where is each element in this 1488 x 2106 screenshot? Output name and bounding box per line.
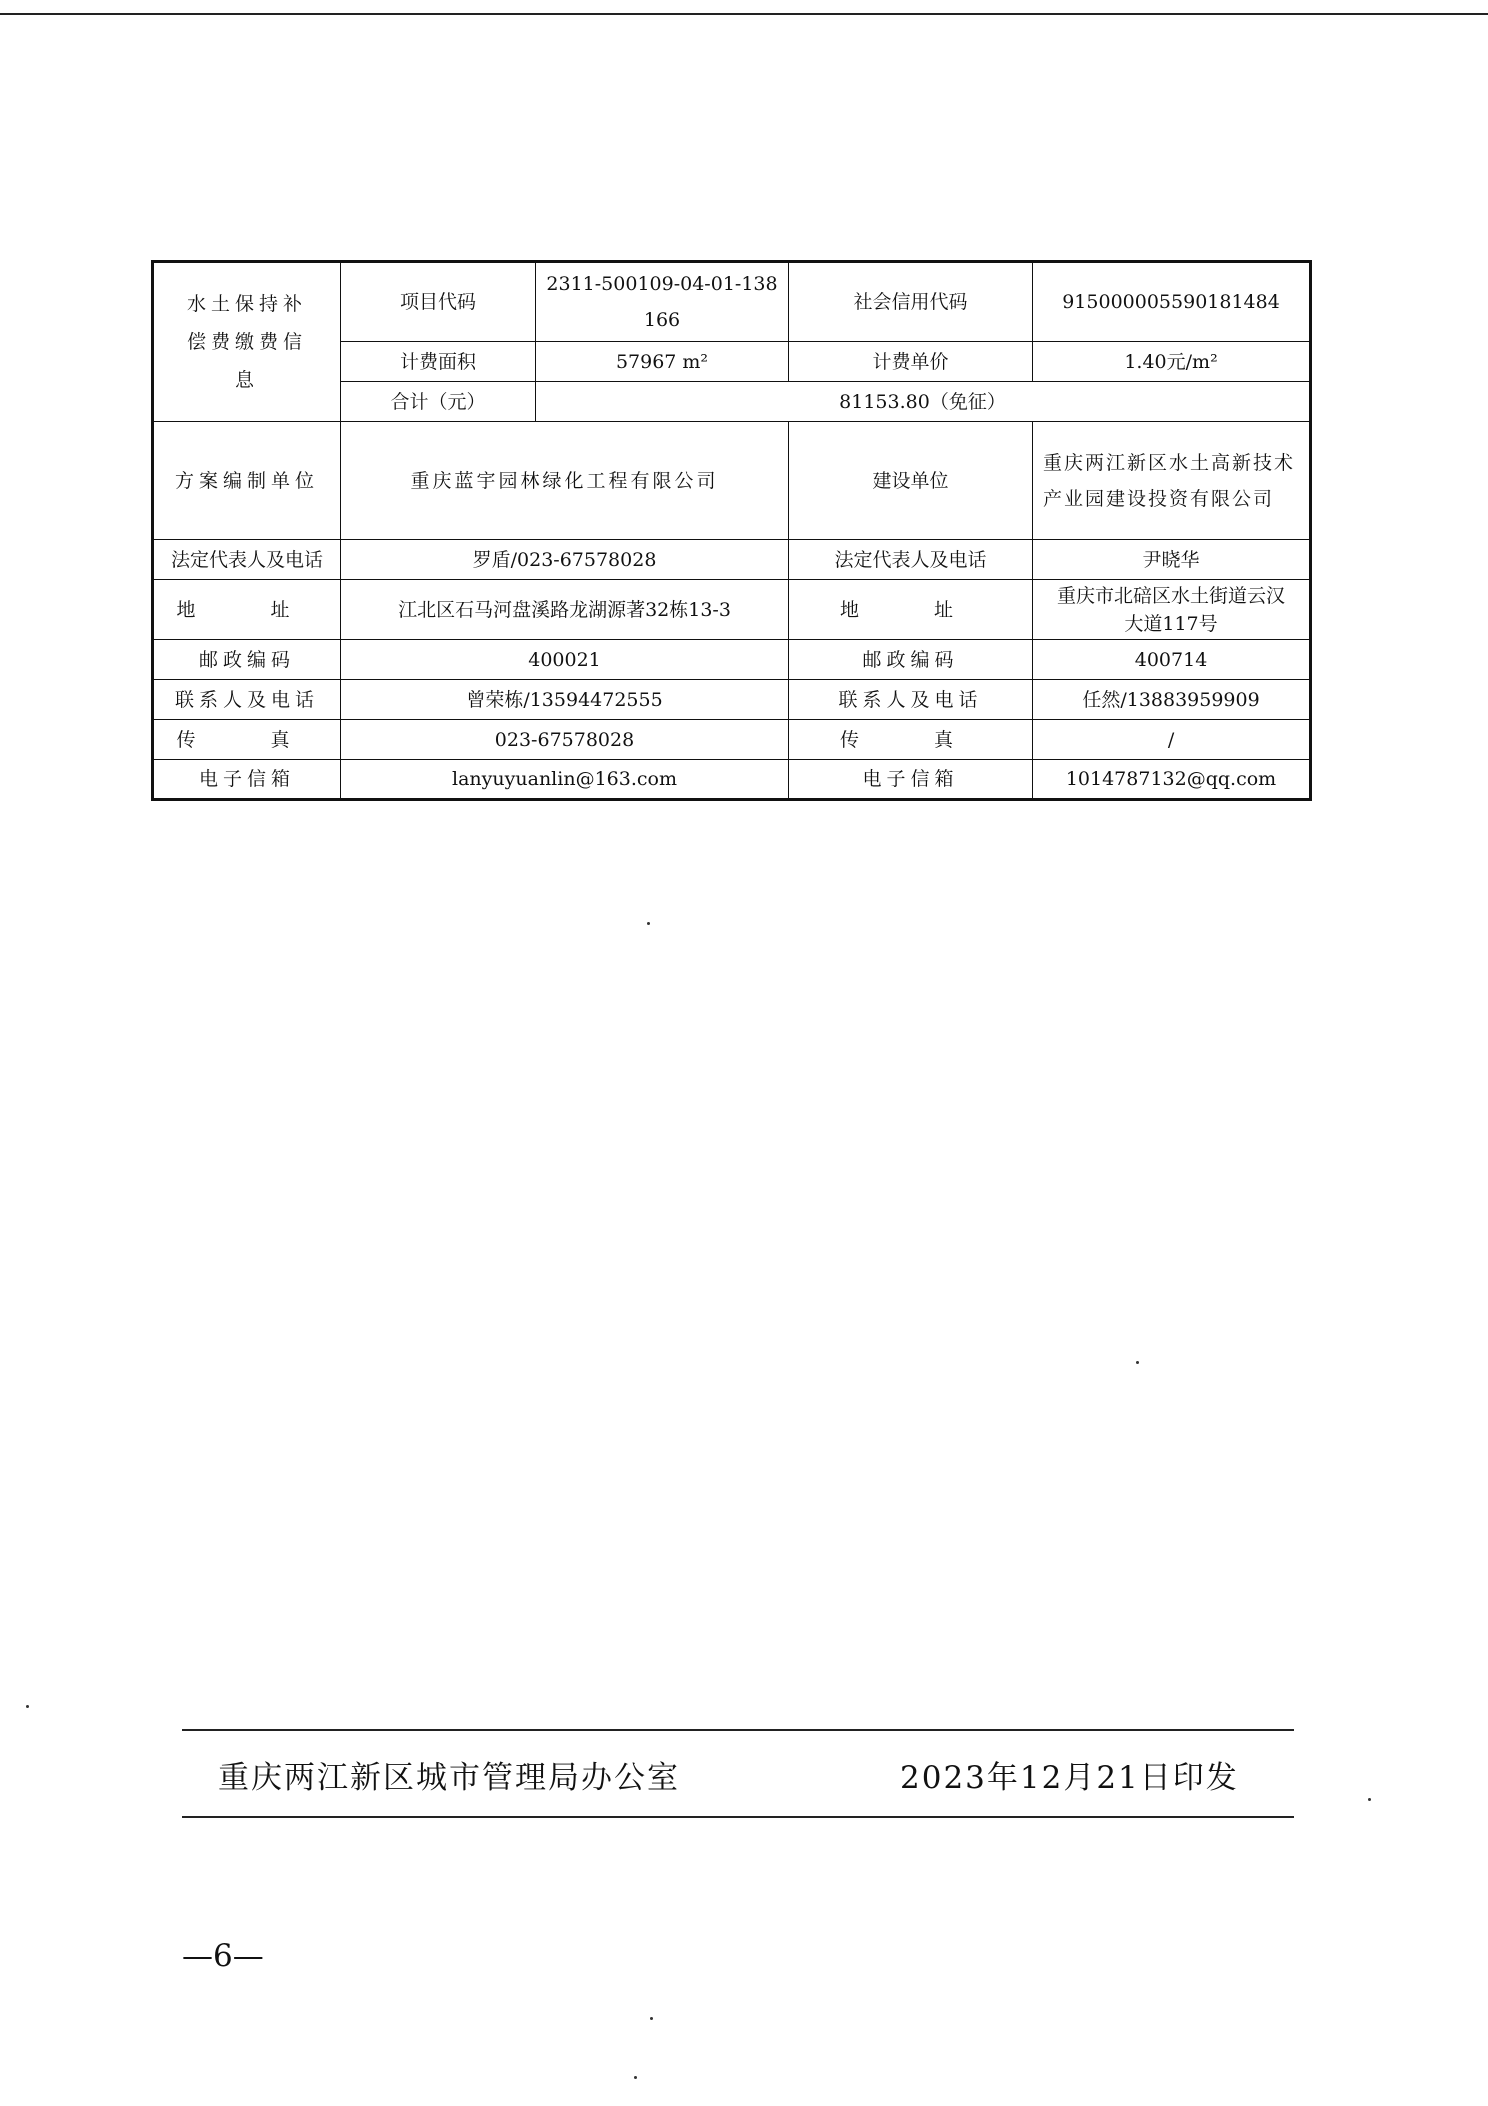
- project-code-label: 项目代码: [341, 262, 536, 342]
- email-label-right: 电子信箱: [789, 760, 1033, 800]
- scan-speck: [1368, 1798, 1371, 1801]
- address-value-right: 重庆市北碚区水土街道云汉大道117号: [1033, 580, 1311, 640]
- footer-bottom-rule: [182, 1816, 1294, 1818]
- total-label: 合计（元）: [341, 382, 536, 422]
- legal-rep-label-left: 法定代表人及电话: [153, 540, 341, 580]
- postcode-value-left: 400021: [341, 640, 789, 680]
- fee-section-label: 水土保持补偿费缴费信息: [153, 262, 341, 422]
- page-number: —6—: [182, 1938, 264, 1974]
- top-rule: [0, 13, 1488, 15]
- credit-code-value: 915000005590181484: [1033, 262, 1311, 342]
- fax-label-left: 传 真: [153, 720, 341, 760]
- scan-speck: [634, 2076, 637, 2079]
- footer-top-rule: [182, 1729, 1294, 1731]
- fee-info-table: [151, 260, 1312, 801]
- contact-value-right: 任然/13883959909: [1033, 680, 1311, 720]
- scan-speck: [650, 2017, 653, 2020]
- postcode-label-right: 邮政编码: [789, 640, 1033, 680]
- email-value-right: 1014787132@qq.com: [1033, 760, 1311, 800]
- project-code-value: 2311-500109-04-01-138166: [536, 262, 789, 342]
- address-label-left: 地 址: [153, 580, 341, 640]
- legal-rep-value-left: 罗盾/023-67578028: [341, 540, 789, 580]
- unit-price-value: 1.40元/m²: [1033, 342, 1311, 382]
- planner-value: 重庆蓝宇园林绿化工程有限公司: [341, 422, 789, 540]
- area-label: 计费面积: [341, 342, 536, 382]
- builder-value: 重庆两江新区水土高新技术产业园建设投资有限公司: [1033, 422, 1311, 540]
- issuing-office: 重庆两江新区城市管理局办公室: [218, 1760, 680, 1796]
- email-label-left: 电子信箱: [153, 760, 341, 800]
- contact-value-left: 曾荣栋/13594472555: [341, 680, 789, 720]
- credit-code-label: 社会信用代码: [789, 262, 1033, 342]
- postcode-value-right: 400714: [1033, 640, 1311, 680]
- postcode-label-left: 邮政编码: [153, 640, 341, 680]
- fax-value-right: /: [1033, 720, 1311, 760]
- address-label-right: 地 址: [789, 580, 1033, 640]
- fax-label-right: 传 真: [789, 720, 1033, 760]
- email-value-left: lanyuyuanlin@163.com: [341, 760, 789, 800]
- planner-label: 方案编制单位: [153, 422, 341, 540]
- fax-value-left: 023-67578028: [341, 720, 789, 760]
- builder-label: 建设单位: [789, 422, 1033, 540]
- scan-speck: [647, 922, 650, 925]
- contact-label-right: 联系人及电话: [789, 680, 1033, 720]
- address-value-left: 江北区石马河盘溪路龙湖源著32栋13-3: [341, 580, 789, 640]
- scan-speck: [1136, 1361, 1139, 1364]
- legal-rep-label-right: 法定代表人及电话: [789, 540, 1033, 580]
- total-value: 81153.80（免征）: [536, 382, 1311, 422]
- scan-speck: [26, 1705, 29, 1708]
- issue-date: 2023年12月21日印发: [900, 1760, 1239, 1796]
- unit-price-label: 计费单价: [789, 342, 1033, 382]
- contact-label-left: 联系人及电话: [153, 680, 341, 720]
- legal-rep-value-right: 尹晓华: [1033, 540, 1311, 580]
- area-value: 57967 m²: [536, 342, 789, 382]
